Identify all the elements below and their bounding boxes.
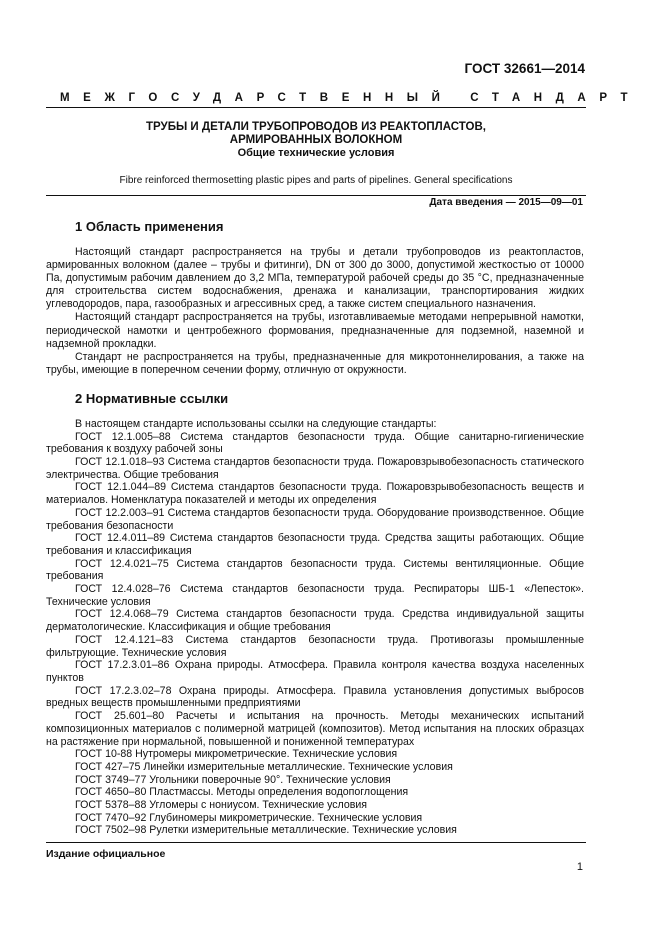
reference-item: ГОСТ 12.4.121–83 Система стандартов безопасности труда. Противогазы промышленные фильтрующие. Технические условия (46, 633, 584, 659)
references-list (46, 418, 584, 837)
official-edition-label: Издание официальное (46, 848, 166, 860)
title-subtitle: Общие технические условия (237, 147, 395, 159)
date-rule (46, 195, 586, 196)
reference-item: ГОСТ 3749–77 Угольники поверочные 90°. Технические условия (75, 773, 391, 786)
reference-item: ГОСТ 25.601–80 Расчеты и испытания на прочность. Методы механических испытаний композиционных материалов с полимерной матрицей (композитов). Метод испытания на плоских образцах на растяжение при нормальной, повышенной и пониженной температурах (46, 710, 584, 748)
reference-item: ГОСТ 12.4.011–89 Система стандартов безопасности труда. Средства защиты работающих. Общие требования и классификация (46, 532, 584, 557)
reference-item: ГОСТ 17.2.3.02–78 Охрана природы. Атмосфера. Правила установления допустимых выбросов вредных веществ промышленными предприятиями (46, 684, 584, 710)
interstate-standard-band: МЕЖГОСУДАРСТВЕННЫЙ СТАНДАРТ (60, 92, 642, 104)
introduction-date: Дата введения — 2015—09—01 (429, 197, 583, 208)
reference-item: ГОСТ 12.2.003–91 Система стандартов безопасности труда. Оборудование производственное. Общие требования безопасности (46, 506, 584, 532)
reference-item: ГОСТ 12.4.021–75 Система стандартов безопасности труда. Системы вентиляционные. Общие требования (46, 557, 584, 583)
paragraph: Настоящий стандарт распространяется на трубы, изготавливаемые методами непрерывной намотки, периодической намотки и центробежного формования, предназначенные для подземной, наземной и надземной прокладки. (46, 311, 584, 350)
header-rule (46, 107, 586, 108)
section-scope (46, 219, 584, 377)
reference-item: ГОСТ 7502–98 Рулетки измерительные металлические. Технические условия (75, 824, 457, 837)
reference-item: ГОСТ 7470–92 Глубиномеры микрометрические. Технические условия (75, 811, 423, 824)
paragraph: Настоящий стандарт распространяется на трубы и детали трубопроводов из реактопластов, армированных волокном (далее – трубы и фитинги), DN от 300 до 3000, допустимой жесткостью от 10000 Па, допустимым рабочим давлением до 3,2 МПа, температурой рабочей среды до 35 °С, предназначенные для строительства систем водоснабжения, дренажа и канализации, транспортирования жидких углеводородов, пара, газообразных и агрессивных сред, а также систем специального назначения. (46, 246, 584, 311)
references-intro: В настоящем стандарте использованы ссылки на следующие стандарты: (75, 417, 437, 430)
reference-item: ГОСТ 12.1.018–93 Система стандартов безопасности труда. Пожаровзрывобезопасность статического электричества. Общие требования (46, 456, 584, 481)
reference-item: ГОСТ 12.1.044–89 Система стандартов безопасности труда. Пожаровзрывобезопасность веществ и материалов. Номенклатура показателей и методы их определения (46, 481, 584, 507)
document-body (46, 219, 584, 837)
section-heading: 2 Нормативные ссылки (75, 390, 229, 406)
title-english: Fibre reinforced thermosetting plastic pipes and parts of pipelines. General specifications (119, 175, 513, 186)
section-heading: 1 Область применения (75, 219, 224, 234)
reference-item: ГОСТ 427–75 Линейки измерительные металлические. Технические условия (75, 760, 453, 773)
title-line-1: ТРУБЫ И ДЕТАЛИ ТРУБОПРОВОДОВ ИЗ РЕАКТОПЛАСТОВ, (146, 121, 486, 133)
standard-number: ГОСТ 32661—2014 (464, 61, 585, 76)
reference-item: ГОСТ 10-88 Нутромеры микрометрические. Технические условия (75, 748, 398, 761)
title-line-2: АРМИРОВАННЫХ ВОЛОКНОМ (229, 134, 403, 146)
reference-item: ГОСТ 17.2.3.01–86 Охрана природы. Атмосфера. Правила контроля качества воздуха населенных пунктов (46, 659, 584, 684)
footer-rule (46, 842, 586, 843)
reference-item: ГОСТ 4650–80 Пластмассы. Методы определения водопоглощения (75, 786, 409, 799)
reference-item: ГОСТ 12.1.005–88 Система стандартов безопасности труда. Общие санитарно-гигиенические требования к воздуху рабочей зоны (46, 430, 584, 456)
reference-item: ГОСТ 12.4.068–79 Система стандартов безопасности труда. Средства индивидуальной защиты дерматологические. Классификация и общие требования (46, 608, 584, 634)
section-normative-references (46, 391, 584, 837)
document-title (46, 121, 586, 187)
paragraph: Стандарт не распространяется на трубы, предназначенные для микротоннелирования, а также на трубы, имеющие в поперечном сечении форму, отличную от окружности. (46, 350, 584, 376)
reference-item: ГОСТ 5378–88 Угломеры с нониусом. Технические условия (75, 799, 368, 812)
page-number: 1 (576, 861, 583, 873)
reference-item: ГОСТ 12.4.028–76 Система стандартов безопасности труда. Респираторы ШБ-1 «Лепесток». Технические условия (46, 583, 584, 608)
